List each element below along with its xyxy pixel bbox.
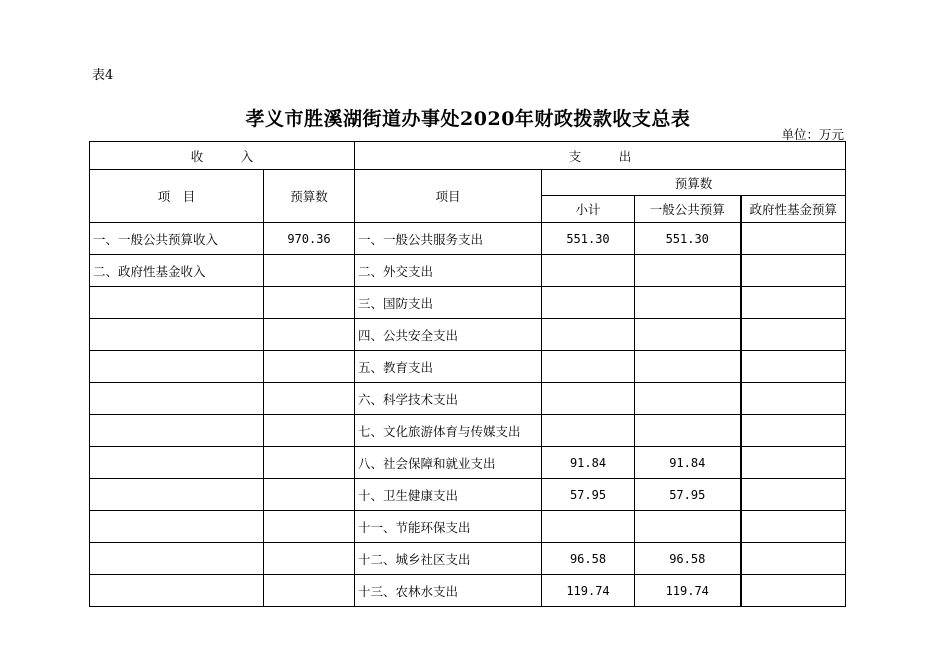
subtotal-cell: 119.74 (542, 575, 635, 607)
income-item-cell (90, 575, 264, 607)
income-amount-cell: 970.36 (264, 223, 355, 255)
income-item-cell (90, 479, 264, 511)
general-budget-cell: 57.95 (635, 479, 741, 511)
income-amount-cell (264, 479, 355, 511)
gov-fund-cell (741, 543, 846, 575)
general-budget-cell (635, 511, 741, 543)
income-budget-header: 预算数 (264, 170, 355, 223)
income-item-cell (90, 383, 264, 415)
subtotal-cell (542, 319, 635, 351)
income-header: 收 入 (90, 142, 355, 170)
subtotal-cell (542, 511, 635, 543)
table-row (90, 543, 846, 575)
gov-fund-cell (741, 319, 846, 351)
header-row-top (90, 142, 846, 170)
gov-fund-cell (741, 351, 846, 383)
income-item-cell (90, 543, 264, 575)
subtotal-cell (542, 287, 635, 319)
income-item-cell (90, 511, 264, 543)
general-budget-cell (635, 319, 741, 351)
income-amount-cell (264, 351, 355, 383)
income-item-cell (90, 319, 264, 351)
general-budget-cell: 91.84 (635, 447, 741, 479)
table-row (90, 511, 846, 543)
unit-label: 单位：万元 (781, 127, 844, 142)
subtotal-cell: 91.84 (542, 447, 635, 479)
expense-item-cell: 八、社会保障和就业支出 (355, 447, 542, 479)
expense-item-cell: 三、国防支出 (355, 287, 542, 319)
gov-fund-cell (741, 223, 846, 255)
general-budget-cell: 119.74 (635, 575, 741, 607)
table-row (90, 383, 846, 415)
income-item-cell: 一、一般公共预算收入 (90, 223, 264, 255)
table-row (90, 575, 846, 607)
gov-fund-cell (741, 479, 846, 511)
table-row (90, 415, 846, 447)
general-budget-cell (635, 415, 741, 447)
expense-header: 支 出 (355, 142, 846, 170)
subtotal-cell (542, 415, 635, 447)
expense-item-cell: 五、教育支出 (355, 351, 542, 383)
expense-item-cell: 四、公共安全支出 (355, 319, 542, 351)
expense-item-cell: 一、一般公共服务支出 (355, 223, 542, 255)
table-row (90, 447, 846, 479)
gov-fund-cell (741, 383, 846, 415)
expense-item-cell: 十二、城乡社区支出 (355, 543, 542, 575)
gov-fund-cell (741, 511, 846, 543)
table-row (90, 287, 846, 319)
general-budget-cell: 551.30 (635, 223, 741, 255)
general-budget-cell: 96.58 (635, 543, 741, 575)
gov-fund-cell (741, 415, 846, 447)
header-row-mid (90, 170, 846, 196)
expense-item-cell: 七、文化旅游体育与传媒支出 (355, 415, 542, 447)
income-amount-cell (264, 447, 355, 479)
table-row (90, 255, 846, 287)
general-budget-cell (635, 287, 741, 319)
subtotal-cell: 57.95 (542, 479, 635, 511)
table-row (90, 319, 846, 351)
expense-budget-header: 预算数 (542, 170, 846, 196)
subtotal-cell (542, 255, 635, 287)
income-amount-cell (264, 543, 355, 575)
general-budget-cell (635, 383, 741, 415)
gov-fund-budget-header: 政府性基金预算 (741, 196, 846, 223)
general-budget-header: 一般公共预算 (635, 196, 741, 223)
table-label: 表4 (92, 68, 114, 83)
subtotal-cell: 551.30 (542, 223, 635, 255)
gov-fund-cell (741, 447, 846, 479)
income-amount-cell (264, 575, 355, 607)
general-budget-cell (635, 255, 741, 287)
subtotal-cell (542, 351, 635, 383)
general-budget-cell (635, 351, 741, 383)
subtotal-cell (542, 383, 635, 415)
income-amount-cell (264, 255, 355, 287)
expense-item-cell: 二、外交支出 (355, 255, 542, 287)
expense-item-cell: 十三、农林水支出 (355, 575, 542, 607)
gov-fund-cell (741, 255, 846, 287)
income-amount-cell (264, 383, 355, 415)
gov-fund-cell (741, 287, 846, 319)
income-item-cell (90, 287, 264, 319)
gov-fund-cell (741, 575, 846, 607)
expense-item-header: 项目 (355, 170, 542, 223)
income-item-cell (90, 447, 264, 479)
income-amount-cell (264, 287, 355, 319)
document-title: 孝义市胜溪湖街道办事处2020年财政拨款收支总表 (245, 108, 691, 130)
budget-table (89, 141, 846, 607)
expense-item-cell: 十、卫生健康支出 (355, 479, 542, 511)
table-row (90, 223, 846, 255)
income-amount-cell (264, 511, 355, 543)
subtotal-header: 小计 (542, 196, 635, 223)
table-row (90, 479, 846, 511)
income-item-cell: 二、政府性基金收入 (90, 255, 264, 287)
expense-item-cell: 十一、节能环保支出 (355, 511, 542, 543)
income-item-header: 项 目 (90, 170, 264, 223)
income-item-cell (90, 415, 264, 447)
income-amount-cell (264, 415, 355, 447)
income-amount-cell (264, 319, 355, 351)
subtotal-cell: 96.58 (542, 543, 635, 575)
income-item-cell (90, 351, 264, 383)
expense-item-cell: 六、科学技术支出 (355, 383, 542, 415)
table-row (90, 351, 846, 383)
